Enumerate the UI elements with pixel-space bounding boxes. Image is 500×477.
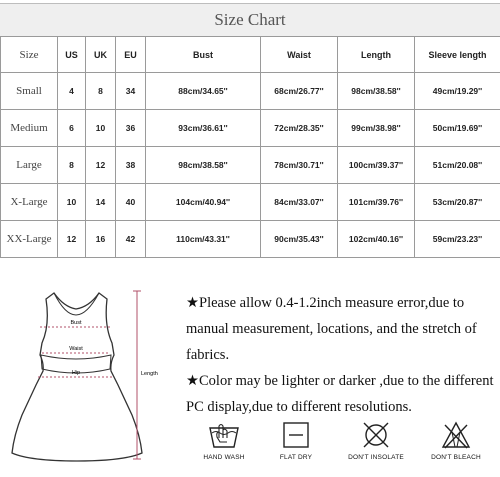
uk-cell: 12 bbox=[86, 147, 116, 184]
waist-cell: 68cm/26.77'' bbox=[261, 73, 338, 110]
color-difference-note: ★Color may be lighter or darker ,due to the different PC display,due to different resolutions. bbox=[186, 373, 494, 415]
waist-cell: 90cm/35.43'' bbox=[261, 221, 338, 258]
eu-cell: 36 bbox=[116, 110, 146, 147]
waist-cell: 84cm/33.07'' bbox=[261, 184, 338, 221]
table-row bbox=[1, 184, 500, 221]
eu-cell: 34 bbox=[116, 73, 146, 110]
hand-wash-icon bbox=[207, 420, 241, 450]
care-label: DON'T INSOLATE bbox=[348, 454, 404, 461]
care-item-dont-bleach bbox=[416, 420, 496, 461]
us-cell: 12 bbox=[58, 221, 86, 258]
size-cell: X-Large bbox=[1, 184, 58, 221]
sleeve-length-cell: 59cm/23.23'' bbox=[415, 221, 500, 258]
care-item-flat-dry bbox=[256, 420, 336, 461]
dress-measurement-diagram bbox=[10, 285, 175, 465]
uk-cell: 10 bbox=[86, 110, 116, 147]
sleeve-length-cell: 50cm/19.69'' bbox=[415, 110, 500, 147]
hip-label: Hip bbox=[71, 370, 81, 376]
care-label: HAND WASH bbox=[203, 454, 245, 461]
uk-cell: 16 bbox=[86, 221, 116, 258]
table-row bbox=[1, 147, 500, 184]
dress-outline-icon bbox=[10, 285, 175, 465]
eu-cell: 40 bbox=[116, 184, 146, 221]
size-cell: Medium bbox=[1, 110, 58, 147]
size-chart-header bbox=[0, 3, 500, 37]
care-item-hand-wash bbox=[184, 420, 264, 461]
table-header-row bbox=[1, 37, 500, 73]
column-header-length: Length bbox=[338, 37, 415, 73]
bust-cell: 93cm/36.61'' bbox=[146, 110, 261, 147]
bust-cell: 110cm/43.31'' bbox=[146, 221, 261, 258]
us-cell: 8 bbox=[58, 147, 86, 184]
bust-cell: 104cm/40.94'' bbox=[146, 184, 261, 221]
care-label: DON'T BLEACH bbox=[431, 454, 481, 461]
do-not-iron-icon bbox=[359, 420, 393, 450]
care-item-dont-insolate bbox=[336, 420, 416, 461]
measurement-error-note: ★Please allow 0.4-1.2inch measure error,due to manual measurement, locations, and the stretch of fabrics. bbox=[186, 295, 477, 363]
bust-cell: 98cm/38.58'' bbox=[146, 147, 261, 184]
sleeve-length-cell: 51cm/20.08'' bbox=[415, 147, 500, 184]
table-row bbox=[1, 73, 500, 110]
size-cell: Large bbox=[1, 147, 58, 184]
notes-block bbox=[186, 290, 496, 420]
column-header-waist: Waist bbox=[261, 37, 338, 73]
waist-label: Waist bbox=[69, 346, 83, 352]
bust-cell: 88cm/34.65'' bbox=[146, 73, 261, 110]
size-cell: Small bbox=[1, 73, 58, 110]
length-cell: 102cm/40.16'' bbox=[338, 221, 415, 258]
column-header-uk: UK bbox=[86, 37, 116, 73]
us-cell: 4 bbox=[58, 73, 86, 110]
length-label: Length bbox=[141, 371, 158, 377]
column-header-us: US bbox=[58, 37, 86, 73]
column-header-eu: EU bbox=[116, 37, 146, 73]
eu-cell: 38 bbox=[116, 147, 146, 184]
column-header-sleeve-length: Sleeve length bbox=[415, 37, 500, 73]
care-instructions bbox=[180, 420, 500, 475]
waist-cell: 72cm/28.35'' bbox=[261, 110, 338, 147]
table-row bbox=[1, 110, 500, 147]
uk-cell: 8 bbox=[86, 73, 116, 110]
eu-cell: 42 bbox=[116, 221, 146, 258]
sleeve-length-cell: 53cm/20.87'' bbox=[415, 184, 500, 221]
length-cell: 98cm/38.58'' bbox=[338, 73, 415, 110]
bust-label: Bust bbox=[70, 320, 82, 326]
uk-cell: 14 bbox=[86, 184, 116, 221]
length-cell: 100cm/39.37'' bbox=[338, 147, 415, 184]
us-cell: 10 bbox=[58, 184, 86, 221]
column-header-bust: Bust bbox=[146, 37, 261, 73]
us-cell: 6 bbox=[58, 110, 86, 147]
size-table bbox=[0, 36, 500, 258]
size-chart-title: Size Chart bbox=[214, 10, 286, 29]
size-cell: XX-Large bbox=[1, 221, 58, 258]
do-not-bleach-icon bbox=[439, 420, 473, 450]
waist-cell: 78cm/30.71'' bbox=[261, 147, 338, 184]
column-header-size: Size bbox=[1, 37, 58, 73]
sleeve-length-cell: 49cm/19.29'' bbox=[415, 73, 500, 110]
table-row bbox=[1, 221, 500, 258]
length-cell: 101cm/39.76'' bbox=[338, 184, 415, 221]
length-cell: 99cm/38.98'' bbox=[338, 110, 415, 147]
care-label: FLAT DRY bbox=[279, 454, 313, 461]
flat-dry-icon bbox=[279, 420, 313, 450]
